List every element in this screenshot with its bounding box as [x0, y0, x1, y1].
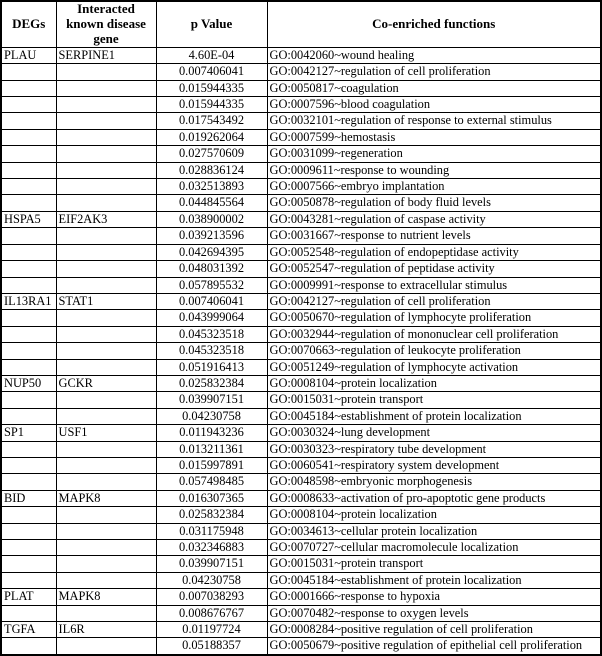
- deg-cell: [1, 540, 56, 556]
- function-cell: GO:0030323~respiratory tube development: [267, 441, 601, 457]
- function-cell: GO:0060541~respiratory system development: [267, 457, 601, 473]
- table-row: [1, 97, 601, 113]
- function-cell: GO:0050878~regulation of body fluid levels: [267, 195, 601, 211]
- table-row: [1, 523, 601, 539]
- deg-cell: [1, 326, 56, 342]
- gene-cell: GCKR: [56, 375, 156, 391]
- p-value-cell: 0.027570609: [156, 146, 267, 162]
- table-row: [1, 179, 601, 195]
- table-row: [1, 359, 601, 375]
- gene-cell: STAT1: [56, 293, 156, 309]
- table-row: [1, 507, 601, 523]
- header-row: [1, 1, 601, 47]
- p-value-cell: 0.025832384: [156, 507, 267, 523]
- deg-cell: [1, 556, 56, 572]
- gene-cell: [56, 195, 156, 211]
- function-cell: GO:0050679~positive regulation of epithelial cell proliferation: [267, 638, 601, 655]
- table-row: [1, 113, 601, 129]
- function-cell: GO:0015031~protein transport: [267, 556, 601, 572]
- function-cell: GO:0031667~response to nutrient levels: [267, 228, 601, 244]
- p-value-cell: 0.039907151: [156, 392, 267, 408]
- deg-cell: SP1: [1, 425, 56, 441]
- gene-cell: [56, 523, 156, 539]
- p-value-cell: 0.045323518: [156, 326, 267, 342]
- p-value-cell: 0.039907151: [156, 556, 267, 572]
- function-cell: GO:0070663~regulation of leukocyte proliferation: [267, 343, 601, 359]
- function-cell: GO:0051249~regulation of lymphocyte activation: [267, 359, 601, 375]
- gene-cell: [56, 441, 156, 457]
- table-row: [1, 129, 601, 145]
- gene-cell: [56, 556, 156, 572]
- table-body: [1, 47, 601, 655]
- table-row: [1, 146, 601, 162]
- function-cell: GO:0042127~regulation of cell proliferation: [267, 293, 601, 309]
- p-value-cell: 0.015944335: [156, 80, 267, 96]
- gene-cell: [56, 228, 156, 244]
- deg-cell: TGFA: [1, 622, 56, 638]
- deg-cell: [1, 277, 56, 293]
- table-row: [1, 211, 601, 227]
- function-cell: GO:0007596~blood coagulation: [267, 97, 601, 113]
- deg-cell: [1, 228, 56, 244]
- table-row: [1, 622, 601, 638]
- p-value-cell: 0.039213596: [156, 228, 267, 244]
- p-value-cell: 0.008676767: [156, 605, 267, 621]
- deg-cell: IL13RA1: [1, 293, 56, 309]
- function-cell: GO:0015031~protein transport: [267, 392, 601, 408]
- col-header-interacted-gene: Interacted known disease gene: [56, 1, 156, 47]
- deg-cell: [1, 195, 56, 211]
- gene-cell: IL6R: [56, 622, 156, 638]
- function-cell: GO:0032101~regulation of response to external stimulus: [267, 113, 601, 129]
- deg-cell: [1, 474, 56, 490]
- table-row: [1, 80, 601, 96]
- function-cell: GO:0070727~cellular macromolecule localization: [267, 540, 601, 556]
- table-row: [1, 490, 601, 506]
- deg-cell: [1, 408, 56, 424]
- gene-cell: USF1: [56, 425, 156, 441]
- gene-cell: [56, 572, 156, 588]
- p-value-cell: 0.016307365: [156, 490, 267, 506]
- gene-cell: [56, 457, 156, 473]
- deg-cell: [1, 343, 56, 359]
- p-value-cell: 0.042694395: [156, 244, 267, 260]
- gene-cell: [56, 359, 156, 375]
- p-value-cell: 0.007038293: [156, 589, 267, 605]
- table-row: [1, 425, 601, 441]
- p-value-cell: 0.031175948: [156, 523, 267, 539]
- function-cell: GO:0043281~regulation of caspase activity: [267, 211, 601, 227]
- function-cell: GO:0050670~regulation of lymphocyte proliferation: [267, 310, 601, 326]
- deg-cell: [1, 146, 56, 162]
- gene-cell: MAPK8: [56, 490, 156, 506]
- deg-cell: [1, 97, 56, 113]
- deg-cell: [1, 605, 56, 621]
- function-cell: GO:0001666~response to hypoxia: [267, 589, 601, 605]
- p-value-cell: 0.032513893: [156, 179, 267, 195]
- deg-cell: [1, 64, 56, 80]
- table-row: [1, 293, 601, 309]
- function-cell: GO:0070482~response to oxygen levels: [267, 605, 601, 621]
- function-cell: GO:0007599~hemostasis: [267, 129, 601, 145]
- gene-cell: [56, 408, 156, 424]
- p-value-cell: 0.013211361: [156, 441, 267, 457]
- function-cell: GO:0042060~wound healing: [267, 47, 601, 63]
- function-cell: GO:0052548~regulation of endopeptidase activity: [267, 244, 601, 260]
- p-value-cell: 0.038900002: [156, 211, 267, 227]
- function-cell: GO:0009611~response to wounding: [267, 162, 601, 178]
- table-row: [1, 540, 601, 556]
- p-value-cell: 0.05188357: [156, 638, 267, 655]
- function-cell: GO:0045184~establishment of protein localization: [267, 572, 601, 588]
- gene-cell: EIF2AK3: [56, 211, 156, 227]
- table-row: [1, 162, 601, 178]
- col-header-p-value: p Value: [156, 1, 267, 47]
- gene-cell: [56, 179, 156, 195]
- p-value-cell: 0.007406041: [156, 293, 267, 309]
- gene-cell: [56, 146, 156, 162]
- table-row: [1, 441, 601, 457]
- table-row: [1, 343, 601, 359]
- function-cell: GO:0042127~regulation of cell proliferation: [267, 64, 601, 80]
- p-value-cell: 0.032346883: [156, 540, 267, 556]
- table-row: [1, 277, 601, 293]
- table-row: [1, 474, 601, 490]
- p-value-cell: 0.015944335: [156, 97, 267, 113]
- deg-cell: PLAU: [1, 47, 56, 63]
- deg-cell: [1, 392, 56, 408]
- table-row: [1, 572, 601, 588]
- p-value-cell: 4.60E-04: [156, 47, 267, 63]
- gene-cell: [56, 261, 156, 277]
- gene-cell: [56, 392, 156, 408]
- table-row: [1, 326, 601, 342]
- p-value-cell: 0.051916413: [156, 359, 267, 375]
- gene-cell: [56, 129, 156, 145]
- deg-cell: [1, 80, 56, 96]
- p-value-cell: 0.017543492: [156, 113, 267, 129]
- deg-cell: [1, 441, 56, 457]
- deg-cell: [1, 457, 56, 473]
- table-row: [1, 375, 601, 391]
- gene-cell: [56, 113, 156, 129]
- deg-cell: [1, 244, 56, 260]
- table-row: [1, 195, 601, 211]
- function-cell: GO:0008104~protein localization: [267, 507, 601, 523]
- deg-cell: [1, 113, 56, 129]
- function-cell: GO:0008284~positive regulation of cell proliferation: [267, 622, 601, 638]
- deg-cell: NUP50: [1, 375, 56, 391]
- table-row: [1, 605, 601, 621]
- gene-cell: [56, 474, 156, 490]
- gene-cell: SERPINE1: [56, 47, 156, 63]
- function-cell: GO:0030324~lung development: [267, 425, 601, 441]
- gene-cell: [56, 310, 156, 326]
- deg-cell: [1, 572, 56, 588]
- p-value-cell: 0.045323518: [156, 343, 267, 359]
- p-value-cell: 0.007406041: [156, 64, 267, 80]
- deg-cell: BID: [1, 490, 56, 506]
- deg-cell: PLAT: [1, 589, 56, 605]
- deg-cell: [1, 507, 56, 523]
- p-value-cell: 0.048031392: [156, 261, 267, 277]
- p-value-cell: 0.028836124: [156, 162, 267, 178]
- gene-cell: [56, 80, 156, 96]
- col-header-degs: DEGs: [1, 1, 56, 47]
- deg-cell: [1, 359, 56, 375]
- deg-cell: [1, 162, 56, 178]
- deg-cell: [1, 179, 56, 195]
- function-cell: GO:0007566~embryo implantation: [267, 179, 601, 195]
- table-row: [1, 261, 601, 277]
- p-value-cell: 0.04230758: [156, 408, 267, 424]
- p-value-cell: 0.019262064: [156, 129, 267, 145]
- function-cell: GO:0050817~coagulation: [267, 80, 601, 96]
- deg-cell: [1, 523, 56, 539]
- gene-cell: [56, 326, 156, 342]
- function-cell: GO:0031099~regeneration: [267, 146, 601, 162]
- col-header-co-enriched-functions: Co-enriched functions: [267, 1, 601, 47]
- deg-cell: [1, 129, 56, 145]
- p-value-cell: 0.015997891: [156, 457, 267, 473]
- p-value-cell: 0.01197724: [156, 622, 267, 638]
- p-value-cell: 0.057498485: [156, 474, 267, 490]
- gene-cell: [56, 97, 156, 113]
- function-cell: GO:0052547~regulation of peptidase activity: [267, 261, 601, 277]
- table-row: [1, 47, 601, 63]
- table-row: [1, 244, 601, 260]
- gene-cell: [56, 638, 156, 655]
- gene-cell: [56, 343, 156, 359]
- gene-cell: [56, 162, 156, 178]
- gene-cell: [56, 605, 156, 621]
- table-header: [1, 1, 601, 47]
- p-value-cell: 0.04230758: [156, 572, 267, 588]
- table-row: [1, 64, 601, 80]
- function-cell: GO:0009991~response to extracellular stimulus: [267, 277, 601, 293]
- table-row: [1, 310, 601, 326]
- table-row: [1, 638, 601, 655]
- function-cell: GO:0045184~establishment of protein localization: [267, 408, 601, 424]
- gene-cell: MAPK8: [56, 589, 156, 605]
- function-cell: GO:0034613~cellular protein localization: [267, 523, 601, 539]
- function-cell: GO:0008633~activation of pro-apoptotic gene products: [267, 490, 601, 506]
- p-value-cell: 0.025832384: [156, 375, 267, 391]
- gene-cell: [56, 540, 156, 556]
- function-cell: GO:0048598~embryonic morphogenesis: [267, 474, 601, 490]
- p-value-cell: 0.044845564: [156, 195, 267, 211]
- gene-cell: [56, 277, 156, 293]
- table-row: [1, 556, 601, 572]
- function-cell: GO:0032944~regulation of mononuclear cell proliferation: [267, 326, 601, 342]
- p-value-cell: 0.057895532: [156, 277, 267, 293]
- p-value-cell: 0.043999064: [156, 310, 267, 326]
- table-row: [1, 228, 601, 244]
- gene-cell: [56, 507, 156, 523]
- deg-cell: [1, 261, 56, 277]
- deg-cell: HSPA5: [1, 211, 56, 227]
- deg-cell: [1, 638, 56, 655]
- p-value-cell: 0.011943236: [156, 425, 267, 441]
- gene-cell: [56, 244, 156, 260]
- table-row: [1, 392, 601, 408]
- table-row: [1, 457, 601, 473]
- table-row: [1, 589, 601, 605]
- table-row: [1, 408, 601, 424]
- gene-cell: [56, 64, 156, 80]
- function-cell: GO:0008104~protein localization: [267, 375, 601, 391]
- deg-cell: [1, 310, 56, 326]
